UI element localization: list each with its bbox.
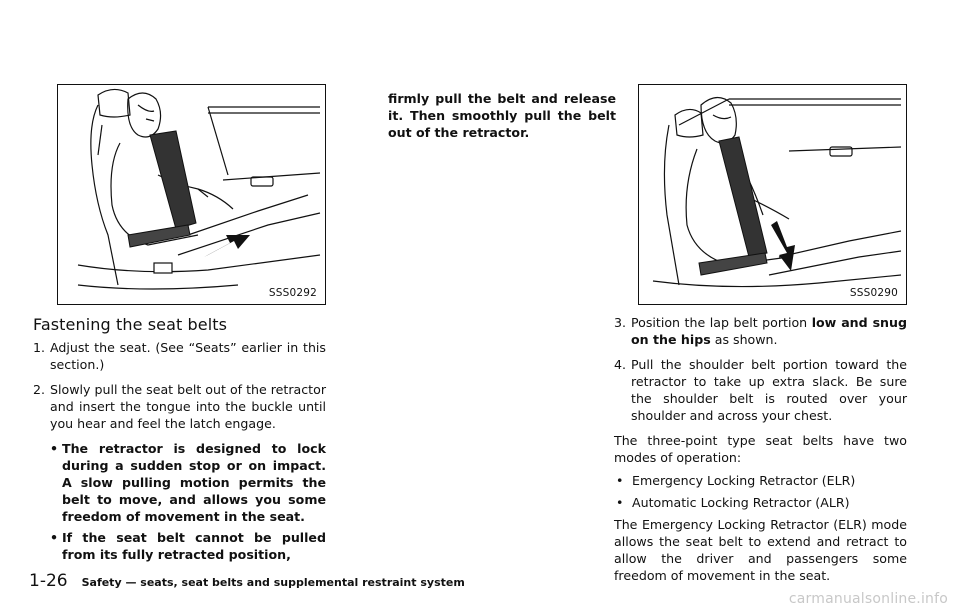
step-4-text: Pull the shoulder belt portion toward the retractor to take up extra slack. Be sure the shoulder belt is routed over your shoulder and across your chest.: [631, 357, 907, 423]
column-middle: [388, 90, 616, 141]
note-belt-cannot-pull: • If the seat belt cannot be pulled from its fully retracted position,: [50, 529, 326, 563]
column-left: [33, 316, 326, 567]
seat-belt-fastening-illustration: [58, 85, 324, 303]
step-1-text: Adjust the seat. (See “Seats” earlier in this section.): [50, 340, 326, 372]
step-3-text-post: as shown.: [710, 332, 778, 347]
step-3-text-pre: Position the lap belt portion: [631, 315, 812, 330]
step-2-notes: [33, 440, 326, 563]
page-number: 1-26: [29, 571, 68, 591]
footer-section-title: Safety — seats, seat belts and supplemental restraint system: [81, 576, 465, 589]
step-1-number: 1.: [33, 340, 46, 355]
step-2-text: Slowly pull the seat belt out of the retractor and insert the tongue into the buckle until you hear and feel the latch engage.: [50, 382, 326, 431]
step-4-number: 4.: [614, 357, 627, 372]
elr-description: The Emergency Locking Retractor (ELR) mode allows the seat belt to extend and retract to allow the driver and passengers some freedom of movement in the seat.: [614, 517, 907, 583]
step-3-text-bold: low and snug on the hips: [631, 315, 908, 347]
figure-left-illustration: [57, 84, 326, 305]
mode-alr: • Automatic Locking Retractor (ALR): [614, 494, 907, 511]
step-4: [614, 356, 907, 424]
step-2: [33, 381, 326, 432]
modes-intro: The three-point type seat belts have two modes of operation:: [614, 433, 907, 465]
mode-elr: • Emergency Locking Retractor (ELR): [614, 472, 907, 489]
step-2-number: 2.: [33, 382, 46, 397]
watermark: carmanualsonline.info: [788, 591, 948, 607]
page-footer: [29, 571, 465, 591]
figure-code-right: SSS0290: [849, 287, 898, 299]
step-3-number: 3.: [614, 315, 627, 330]
step-1: [33, 339, 326, 373]
column-right: [614, 314, 907, 590]
lap-belt-position-illustration: [639, 85, 905, 303]
section-heading: Fastening the seat belts: [33, 315, 228, 334]
step-3: [614, 314, 907, 348]
figure-code-left: SSS0292: [268, 287, 317, 299]
note-retractor-lock: • The retractor is designed to lock during a sudden stop or on impact. A slow pulling motion permits the belt to move, and allows you some freedom of movement in the seat.: [50, 440, 326, 525]
figure-right-illustration: [638, 84, 907, 305]
note-continued: firmly pull the belt and release it. Then smoothly pull the belt out of the retractor.: [388, 91, 616, 140]
